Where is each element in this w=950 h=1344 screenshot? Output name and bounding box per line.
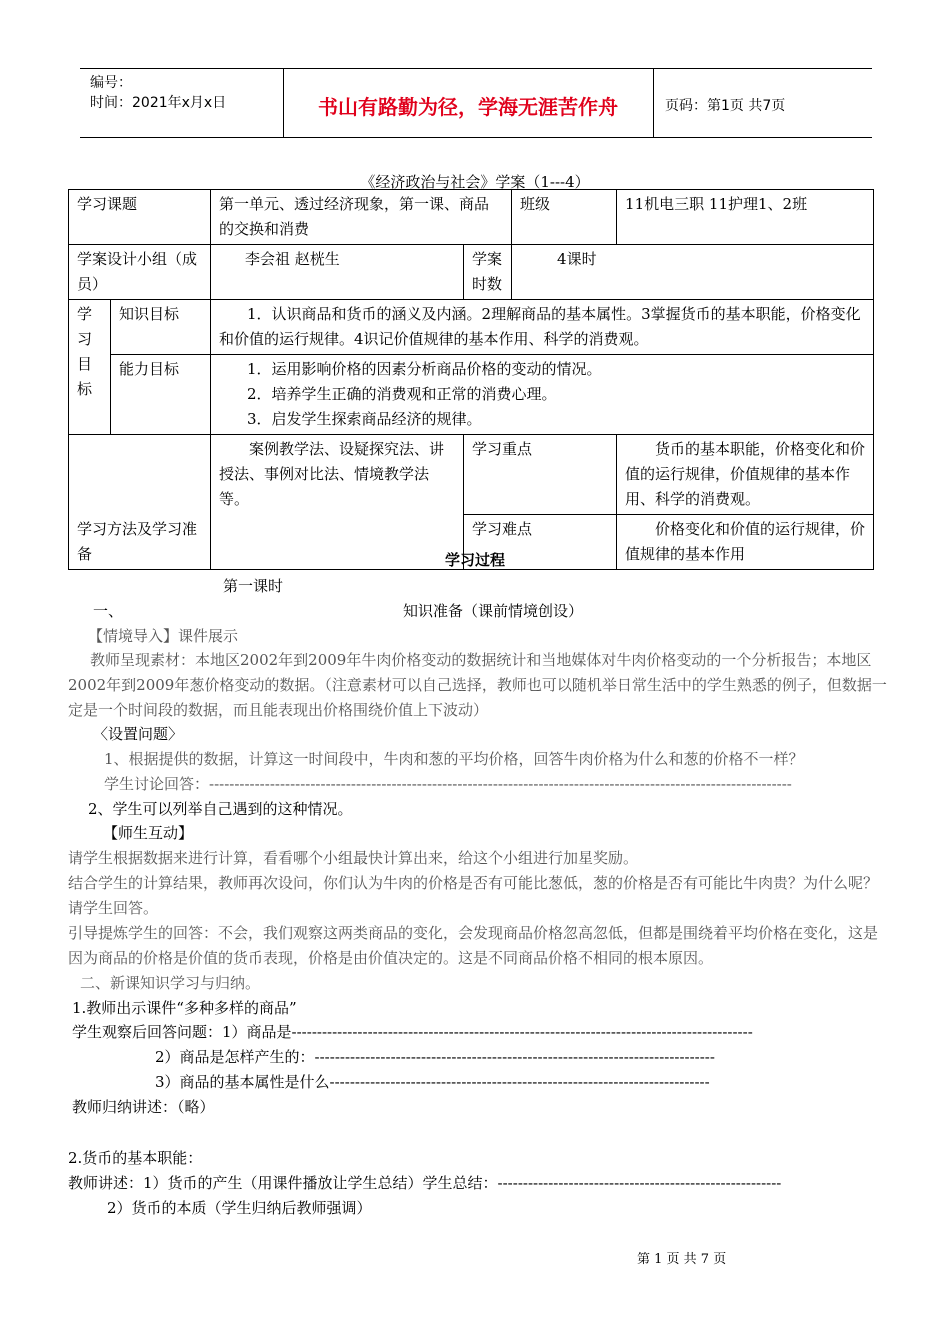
page-footer: 第 1 页 共 7 页	[637, 1252, 727, 1267]
knowledge-label: 知识目标	[111, 300, 211, 355]
question-1-answer: 学生讨论回答：-------------------------------------------------------------------------------------------------------------------	[104, 775, 792, 793]
difficulty-label: 学习难点	[464, 515, 617, 570]
topic-value: 第一单元、透过经济现象，第一课、商品的交换和消费	[211, 190, 512, 245]
key-label: 学习重点	[464, 435, 617, 515]
lesson-label: 第一课时	[223, 577, 284, 595]
question-heading: 〈设置问题〉	[93, 725, 184, 743]
design-value: 李会祖 赵桄生	[211, 245, 464, 300]
scene-heading: 【情境导入】课件展示	[88, 627, 239, 645]
part1-title: 知识准备（课前情境创设）	[403, 602, 584, 620]
item1-question-3: 3）商品的基本属性是什么---------------------------------------------------------------------------	[155, 1073, 710, 1091]
hours-label: 学案时数	[464, 245, 512, 300]
key-text: 货币的基本职能，价格变化和价值的运行规律，价值规律的基本作用、科学的消费观。	[617, 435, 874, 515]
question-2: 2、学生可以列举自己遇到的这种情况。	[88, 800, 353, 818]
scene-text: 教师呈现素材：本地区2002年到2009年牛肉价格变动的数据统计和当地媒体对牛肉价格变动的一个分析报告；本地区2002年到2009年葱价格变动的数据。（注意素材可以自己选择，教师也可以随机举日常生活中的学生熟悉的例子，但数据一定是一个时间段的数据，而且能表现出价格围绕价值上下波动）	[68, 651, 887, 719]
ability-label: 能力目标	[111, 355, 211, 435]
header-motto: 书山有路勤为径，学海无涯苦作舟	[318, 95, 618, 119]
item1-question-2: 2）商品是怎样产生的：-------------------------------------------------------------------------------	[155, 1048, 715, 1066]
design-label: 学案设计小组（成员）	[69, 245, 211, 300]
hours-value: 4课时	[512, 245, 874, 300]
method-text: 案例教学法、设疑探究法、讲授法、事例对比法、情境教学法等。	[211, 435, 464, 570]
class-value: 11机电三职 11护理1、2班	[617, 190, 874, 245]
process-title: 学习过程	[444, 551, 505, 569]
document-title: 《经济政治与社会》学案（1---4）	[360, 173, 590, 191]
interact-paragraph-2: 结合学生的计算结果，教师再次设问，你们认为牛肉的价格是否有可能比葱低，葱的价格是否有可能比牛肉贵？为什么呢？请学生回答。	[68, 874, 879, 917]
ability-item: 2．培养学生正确的消费观和正常的消费心理。	[247, 385, 557, 403]
lesson-plan-table	[68, 189, 874, 570]
knowledge-text: 1．认识商品和货币的涵义及内涵。2理解商品的基本属性。3掌握货币的基本职能，价格变化和价值的运行规律。4识记价值规律的基本作用、科学的消费观。	[211, 300, 874, 355]
ability-list	[211, 355, 874, 435]
serial-label: 编号：	[90, 75, 132, 91]
part1-number: 一、	[93, 602, 124, 620]
question-1: 1、根据提供的数据，计算这一时间段中，牛肉和葱的平均价格，回答牛肉价格为什么和葱的价格不一样？	[104, 750, 804, 768]
goals-label: 学习目标	[69, 300, 111, 435]
topic-label: 学习课题	[69, 190, 211, 245]
interact-heading: 【师生互动】	[103, 824, 194, 842]
interact-paragraph-1: 请学生根据数据来进行计算，看看哪个小组最快计算出来，给这个小组进行加星奖励。	[68, 849, 639, 867]
header-divider	[653, 69, 654, 137]
item2-line-a: 教师讲述：1）货币的产生（用课件播放让学生总结）学生总结：--------------------------------------------------------	[68, 1174, 782, 1192]
class-label: 班级	[512, 190, 617, 245]
difficulty-text: 价格变化和价值的运行规律，价值规律的基本作用	[617, 515, 874, 570]
ability-item: 1．运用影响价格的因素分析商品价格的变动的情况。	[247, 360, 602, 378]
page-header	[80, 68, 872, 138]
item2-heading: 2.货币的基本职能：	[68, 1149, 203, 1167]
method-label: 学习方法及学习准备	[69, 435, 211, 570]
part2-heading: 二、新课知识学习与归纳。	[80, 974, 261, 992]
item1-summary: 教师归纳讲述：（略）	[72, 1098, 215, 1116]
interact-paragraph-3: 引导提炼学生的回答：不会，我们观察这两类商品的变化，会发现商品价格忽高忽低，但都是围绕着平均价格在变化，这是因为商品的价格是价值的货币表现，价格是由价值决定的。这是不同商品价格不相同的根本原因。	[68, 924, 879, 967]
item1-heading: 1.教师出示课件“多种多样的商品”	[72, 999, 297, 1017]
ability-item: 3．启发学生探索商品经济的规律。	[247, 410, 482, 428]
header-page-info: 页码：第1页 共7页	[665, 98, 786, 114]
time-label: 时间：2021年x月x日	[90, 95, 227, 111]
item1-question-1: 学生观察后回答问题：1）商品是-------------------------------------------------------------------------------------------	[72, 1023, 753, 1041]
header-meta	[90, 73, 226, 113]
item2-line-b: 2）货币的本质（学生归纳后教师强调）	[107, 1199, 372, 1217]
